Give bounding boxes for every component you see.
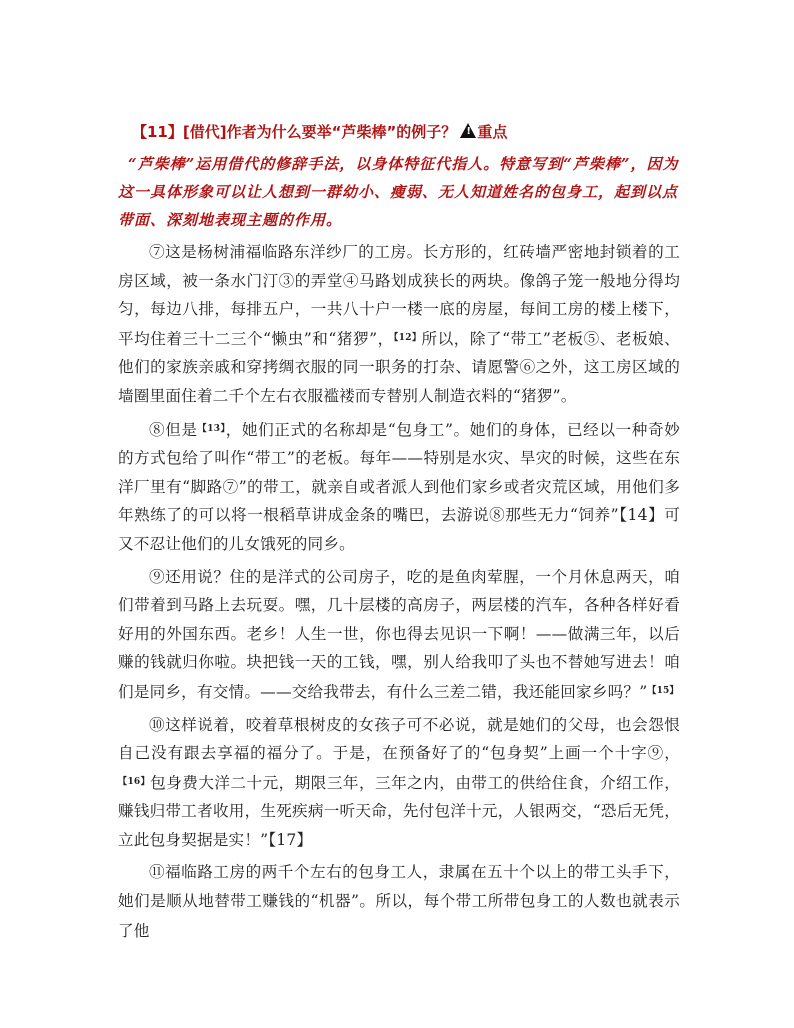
paragraph-10: [118, 711, 680, 855]
question-text: 【11】[借代]作者为什么要举“芦柴棒”的例子？: [132, 123, 457, 141]
paragraph-tail: 所以，除了“带工”老板⑤、老板娘、他们的家族亲戚和穿拷绸衣服的同一职务的打杂、请愿警⑥之外，这工房区域的墙圈里面住着二千个左右衣服褴褛而专替别人制造衣料的“猪猡”。: [118, 329, 680, 405]
annotation-mark: 【15】: [647, 685, 679, 696]
question-tag: 重点: [477, 123, 508, 141]
warning-icon: [460, 123, 476, 138]
paragraph-9: [118, 563, 680, 707]
annotation-mark: 【16】: [118, 776, 151, 787]
paragraph-7: [118, 238, 680, 411]
question-heading: [132, 118, 680, 146]
paragraph-tail: 包身费大洋二十元，期限三年，三年之内，由带工的供给住食，介绍工作，赚钱归带工者收用，生死疾病一听天命，先付包洋十元，人银两交，“恐后无凭，立此包身契据是实！”【17】: [118, 773, 680, 849]
paragraph-tail: ，她们正式的名称却是“包身工”。她们的身体，已经以一种奇妙的方式包给了叫作“带工”的老板。每年——特别是水灾、旱灾的时候，这些在东洋厂里有“脚路⑦”的带工，就亲自或者派人到他们家乡或者灾荒区域，用他们多年熟练了的可以将一根稻草讲成金条的嘴巴，去游说⑧那些无力“饲养”【14】可又不忍让他们的儿女饿死的同乡。: [118, 420, 680, 553]
document-content: [118, 118, 680, 949]
paragraph-text: ⑨还用说？住的是洋式的公司房子，吃的是鱼肉荤腥，一个月休息两天，咱们带着到马路上去玩耍。嘿，几十层楼的高房子，两层楼的汽车，各种各样好看好用的外国东西。老乡！人生一世，你也得去见识一下啊！——做满三年，以后赚的钱就归你啦。块把钱一天的工钱，嘿，别人给我叩了头也不替她写进去！咱们是同乡，有交情。——交给我带去，有什么三差二错，我还能回家乡吗？”: [118, 567, 680, 701]
paragraph-text: ⑧但是: [149, 420, 198, 439]
paragraph-text: ⑩这样说着，咬着草根树皮的女孩子可不必说，就是她们的父母，也会怨恨自己没有跟去享福的福分了。于是，在预备好了的“包身契”上画一个十字⑨，: [118, 715, 680, 763]
paragraph-8: [118, 415, 680, 559]
annotation-mark: 【12】: [393, 332, 422, 343]
annotation-mark: 【13】: [197, 423, 226, 434]
paragraph-text: ⑦这是杨树浦福临路东洋纱厂的工房。长方形的，红砖墙严密地封锁着的工房区域，被一条水门汀③的弄堂④马路划成狭长的两块。像鸽子笼一般地分得均匀，每边八排，每排五户，一共八十户一楼一底的房屋，每间工房的楼上楼下，平均住着三十二三个“懒虫”和“猪猡”，: [118, 243, 680, 348]
paragraph-text: ⑪福临路工房的两千个左右的包身工人，隶属在五十个以上的带工头手下，她们是顺从地替带工赚钱的“机器”。所以，每个带工所带包身工的人数也就表示了他: [118, 863, 680, 940]
paragraph-11: [118, 858, 680, 945]
answer-text: “芦柴棒”运用借代的修辞手法，以身体特征代指人。特意写到“芦柴棒”，因为这一具体形象可以让人想到一群幼小、瘦弱、无人知道姓名的包身工，起到以点带面、深刻地表现主题的作用。: [118, 155, 679, 229]
